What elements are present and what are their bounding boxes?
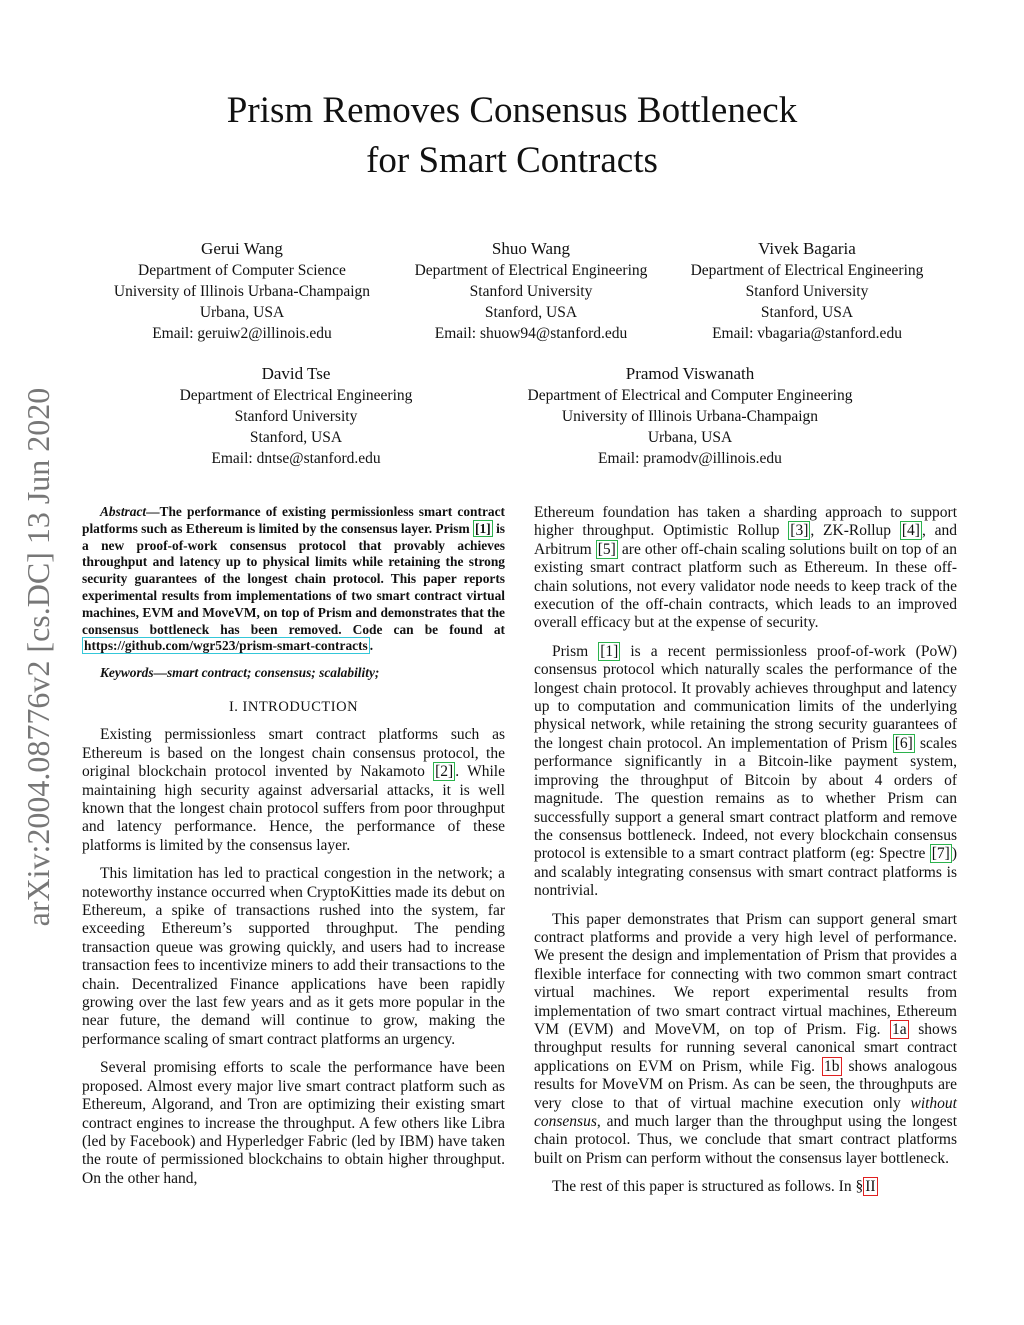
paper-title [0,86,1024,186]
author-block [490,363,890,469]
paragraph-text: shows analogous results for MoveVM on Prism. As can be seen, the throughputs are very close to that of virtual machine execution only [534,1057,957,1112]
paragraph-text: The rest of this paper is structured as follows. In § [552,1178,864,1196]
paragraph [534,504,957,633]
author-name: Vivek Bagaria [758,239,856,258]
paragraph-text: shows throughput results for running several canonical smart contract applications on EVM on Prism, while Fig. [534,1020,957,1075]
paragraph-text: Ethereum foundation has taken a sharding approach to support higher throughput. Optimistic Rollup [534,504,957,540]
paragraph-text: are other off-chain scaling solutions built on top of an existing smart contract platform such as Ethereum. In these off-chain solutions, not every validator node needs to keep track of the execution of the off-chain contracts, which leads to an improved overall efficacy but at the expense of security. [534,540,957,632]
author-email: Email: vbagaria@stanford.edu [712,325,902,342]
emphasis: without consensus [534,1094,957,1130]
section-link[interactable]: II [865,1178,876,1196]
paragraph-text: , and Arbitrum [534,522,957,558]
citation-link[interactable]: [6] [894,734,913,752]
code-url-link[interactable]: https://github.com/wgr523/prism-smart-contracts [84,638,368,654]
right-column [534,504,957,1207]
citation-link[interactable]: [4] [901,522,920,540]
author-email: Email: dntse@stanford.edu [211,450,381,467]
author-block [151,363,441,469]
author-name: Pramod Viswanath [625,364,755,383]
abstract-label: Abstract [100,504,147,519]
citation-link[interactable]: [7] [931,845,950,863]
paragraph-text: , and much larger than the throughput using the longest chain protocol. Thus, we conclude that smart contract platforms built on Prism can perform without the consensus layer bottleneck. [534,1113,957,1167]
author-dept: Department of Electrical Engineering [179,387,413,404]
paragraph-text: Prism [552,642,599,660]
abstract [82,504,505,655]
citation-link[interactable]: [1] [600,642,619,660]
author-email: Email: geruiw2@illinois.edu [152,325,332,342]
author-loc: Stanford, USA [484,304,578,321]
author-name: Gerui Wang [201,239,283,258]
paragraph-text: Existing permissionless smart contract platforms such as Ethereum is based on the longest chain consensus protocol, the original blockchain protocol invented by Nakamoto [82,726,505,781]
paragraph: Several promising efforts to scale the performance have been proposed. Almost every major live smart contract platform such as Ethereum, Algorand, and Tron are optimizing their existing smart contract engines to increase the throughput. A few others like Libra (led by Facebook) and Hyperledger Fabric (led by IBM) have taken the route of permissioned blockchains to obtain higher throughput. On the other hand, [82,1059,505,1187]
author-inst: Stanford University [469,283,593,300]
paragraph: This limitation has led to practical congestion in the network; a noteworthy instance occurred when CryptoKitties made its debut on Ethereum, a spike of transactions rushed into the system, far exceeding Ethereum’s supported throughput. The pending transaction queue was growing quickly, and users had to increase transaction fees to incentivize miners to add their transactions to the chain. Decentralized Finance applications have been rapidly growing over the last few years and as it gets more popular in the near future, the demand will continue to grow, making the performance scaling of smart contract platforms an urgency. [82,865,505,1048]
author-inst: University of Illinois Urbana-Champaign [561,408,819,425]
author-dept: Department of Electrical and Computer Engineering [527,387,853,404]
citation-link[interactable]: [3] [790,522,809,540]
paragraph-text: This paper demonstrates that Prism can support general smart contract platforms and provide a very high level of performance. We present the design and implementation of Prism that provides a flexible interface for connecting with two common smart contract virtual machines. We report experimental results from implementation of two smart contract virtual machines, Ethereum VM (EVM) and MoveVM, on top of Prism. Fig. [534,910,957,1038]
arxiv-stamp: arXiv:2004.08776v2 [cs.DC] 13 Jun 2020 [20,387,56,927]
paragraph [82,726,505,855]
paragraph [534,1178,957,1196]
author-dept: Department of Electrical Engineering [690,262,924,279]
paragraph-text: , ZK-Rollup [810,522,900,540]
abstract-text: —The performance of existing permissionless smart contract platforms such as Ethereum is limited by the consensus layer. Prism [82,504,505,536]
author-dept: Department of Computer Science [138,262,346,279]
author-email: Email: pramodv@illinois.edu [598,450,782,467]
abstract-text: is a new proof-of-work consensus protocol that provably achieves throughput and latency up to physical limits while retaining the strong security guarantees of the longest chain protocol. This paper reports experimental results from implementations of two smart contract virtual machines, EVM and MoveVM, on top of Prism and demonstrates that the consensus bottleneck has been removed. Code can be found at [82,520,505,637]
author-inst: Stanford University [234,408,358,425]
author-name: David Tse [261,364,331,383]
title-line-2: for Smart Contracts [366,140,658,181]
author-inst: Stanford University [745,283,869,300]
abstract-text: . [369,638,374,654]
author-loc: Stanford, USA [249,429,343,446]
author-inst: University of Illinois Urbana-Champaign [113,283,371,300]
figure-link[interactable]: 1b [824,1057,840,1075]
citation-link[interactable]: [5] [597,540,616,558]
author-name: Shuo Wang [491,239,571,258]
paragraph-text: ) and scalably integrating consensus with smart contract platforms is nontrivial. [534,845,957,900]
author-block [386,238,676,344]
author-block [97,238,387,344]
keywords [100,665,505,682]
citation-link[interactable]: [1] [475,520,491,536]
author-block [662,238,952,344]
author-email: Email: shuow94@stanford.edu [434,325,628,342]
paragraph-text: . While maintaining high security against adversarial attacks, it is well known that the longest chain protocol suffers from poor throughput and latency performance. Hence, the performance of these platforms is limited by the consensus layer. [82,763,505,854]
author-loc: Stanford, USA [760,304,854,321]
paragraph [534,911,957,1169]
paragraph-text: scales performance significantly in a Bitcoin-like payment system, improving the throughput of Bitcoin by about 4 orders of magnitude. The question remains as to whether Prism can successfully support a general smart contract platform and remove the consensus bottleneck. Indeed, not every blockchain consensus protocol is extensible to a smart contract platform (eg: Spectre [534,734,958,863]
paragraph-text: is a recent permissionless proof-of-work (PoW) consensus protocol which naturally scales the performance of the longest chain protocol. It provably achieves throughput and latency up to computation and communication limits of the underlying physical network, while retaining the strong security guarantees of the longest chain protocol. An implementation of Prism [534,642,957,752]
keywords-label: Keywords [100,665,154,681]
figure-link[interactable]: 1a [892,1020,907,1038]
section-heading: I. INTRODUCTION [228,698,359,715]
left-column [82,504,505,1198]
author-loc: Urbana, USA [199,304,285,321]
author-loc: Urbana, USA [647,429,733,446]
title-line-1: Prism Removes Consensus Bottleneck [226,90,798,131]
citation-link[interactable]: [2] [435,763,454,781]
keywords-text: —smart contract; consensus; scalability; [153,665,380,681]
paragraph [534,643,957,901]
author-dept: Department of Electrical Engineering [414,262,648,279]
